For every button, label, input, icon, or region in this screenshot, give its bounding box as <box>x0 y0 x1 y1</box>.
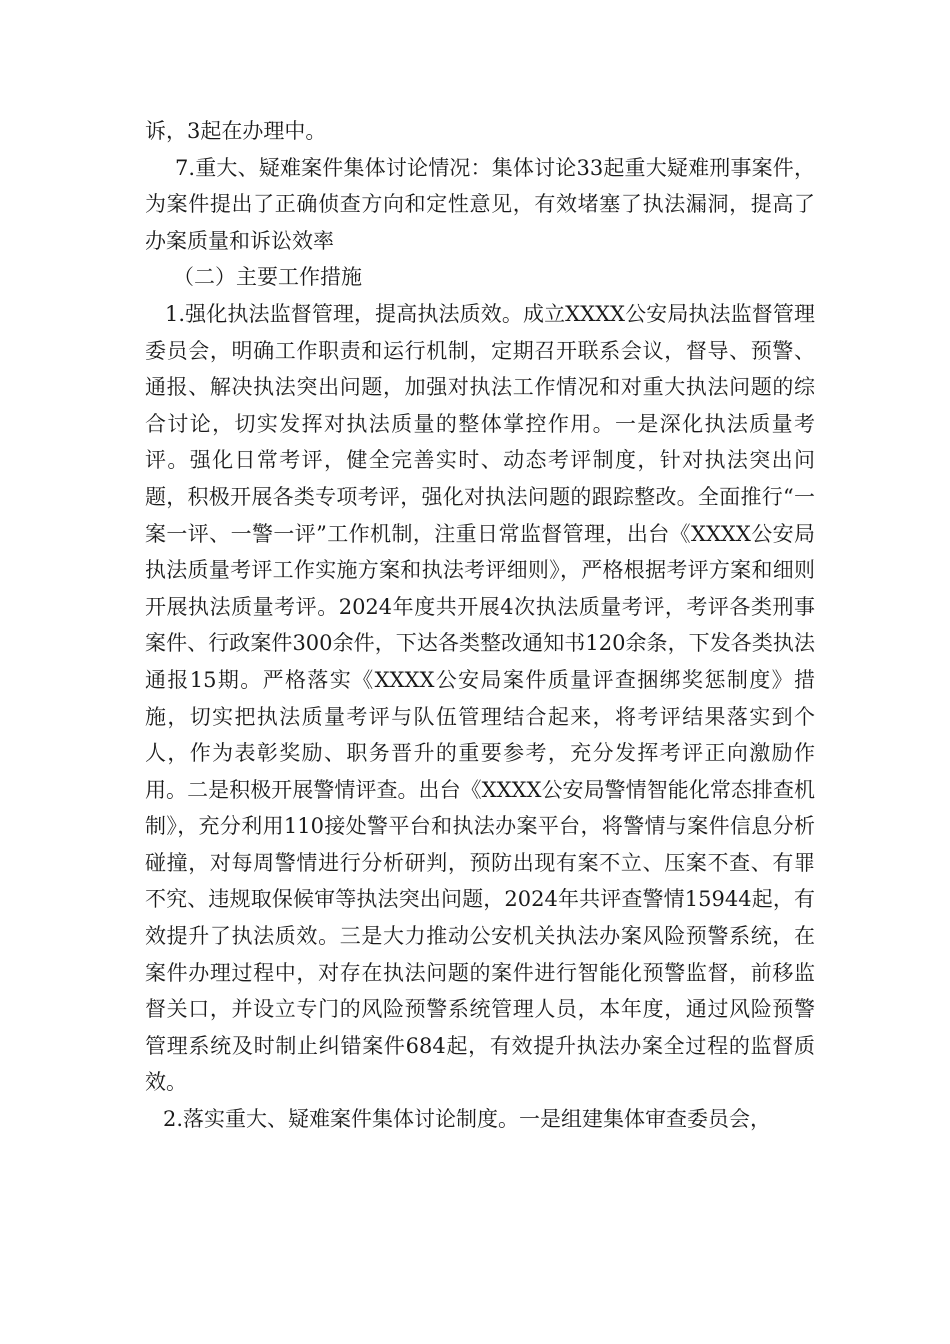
section-heading: （二）主要工作措施 <box>173 265 362 290</box>
paragraph-continuation: 诉，3起在办理中。 <box>145 119 327 143</box>
paragraph-item-2: 2.落实重大、疑难案件集体讨论制度。一是组建集体审查委员会， <box>163 1107 772 1132</box>
document-body <box>145 113 815 1138</box>
paragraph-item-1: 1.强化执法监督管理，提高执法质效。成立XXXX公安局执法监督管理委员会，明确工作职责和运行机制，定期召开联系会议，督导、预警、通报、解决执法突出问题，加强对执法工作情况和对重大执法问题的综合讨论，切实发挥对执法质量的整体掌控作用。一是深化执法质量考评。强化日常考评，健全完善实时、动态考评制度，针对执法突出问题，积极开展各类专项考评，强化对执法问题的跟踪整改。全面推行“一案一评、一警一评”工作机制，注重日常监督管理，出台《XXXX公安局执法质量考评工作实施方案和执法考评细则》，严格根据考评方案和细则开展执法质量考评。2024年度共开展4次执法质量考评，考评各类刑事案件、行政案件300余件，下达各类整改通知书120余条，下发各类执法通报15期。严格落实《XXXX公安局案件质量评查捆绑奖惩制度》措施，切实把执法质量考评与队伍管理结合起来，将考评结果落实到个人，作为表彰奖励、职务晋升的重要参考，充分发挥考评正向激励作用。二是积极开展警情评查。出台《XXXX公安局警情智能化常态排查机制》，充分利用110接处警平台和执法办案平台，将警情与案件信息分析碰撞，对每周警情进行分析研判，预防出现有案不立、压案不查、有罪不究、违规取保候审等执法突出问题，2024年共评查警情15944起，有效提升了执法质效。三是大力推动公安机关执法办案风险预警系统，在案件办理过程中，对存在执法问题的案件进行智能化预警监督，前移监督关口，并设立专门的风险预警系统管理人员，本年度，通过风险预警管理系统及时制止纠错案件684起，有效提升执法办案全过程的监督质效。 <box>145 301 815 1095</box>
paragraph-item-7: 7.重大、疑难案件集体讨论情况：集体讨论33起重大疑难刑事案件，为案件提出了正确侦查方向和定性意见，有效堵塞了执法漏洞，提高了办案质量和诉讼效率 <box>145 155 815 253</box>
